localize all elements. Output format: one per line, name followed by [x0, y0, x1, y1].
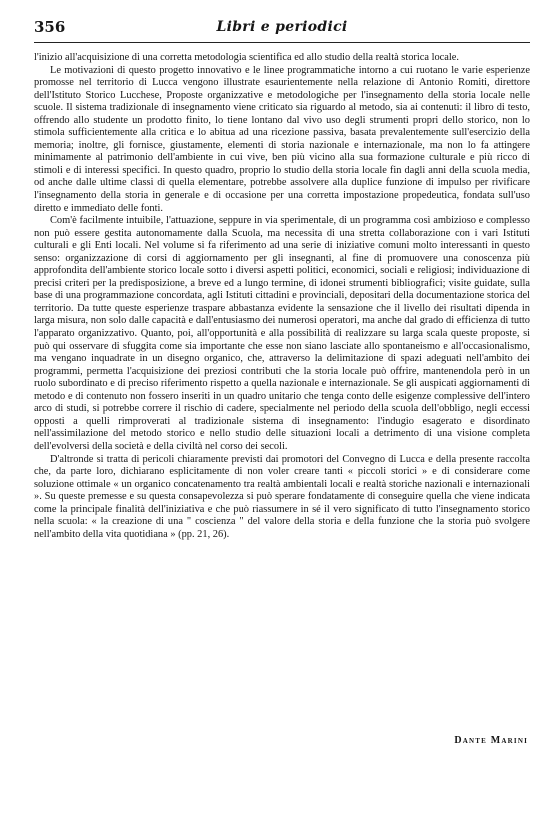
- page-number: 356: [34, 18, 66, 36]
- paragraph-motivations: Le motivazioni di questo progetto innovativo e le linee programmatiche intorno a cui ruotano le varie esperienze promosse nel territorio di Lucca vengono illustrate esaurientemente nella relazione di Antonio Romiti, direttore dell'Istituto Storico Lucchese, Proposte organizzative e metodologiche per l'insegnamento della storia locale nelle scuole. Il sistema tradizionale di insegnamento viene criticato sia riguardo al metodo, sia ai contenuti: il libro di testo, offrendo allo studente un prodotto finito, lo tiene lontano dal vivo uso degli strumenti propri dello storico, non lo stimola sufficientemente alla critica e lo abitua ad una ricezione passiva, basata prevalentemente sull'esercizio della memoria; inoltre, gli fornisce, giustamente, elementi di storia nazionale e internazionale, ma non lo fa attingere minimamente al patrimonio dell'ambiente in cui vive, ben più vicino alla sua formazione culturale e più ricco di stimoli e di interessi specifici. In questo quadro, proprio lo studio della storia locale fin dagli anni della scuola media, od anche dalle ultime classi di quella elementare, potrebbe assolvere alla duplice funzione di impulso per rivificare l'insegnamento della storia in generale e di occasione per una corretta impostazione propedeutica, fondata sull'uso diretto e immediato delle fonti.: [34, 64, 530, 214]
- header-rule: [34, 42, 530, 43]
- paragraph-conclusion: D'altronde si tratta di pericoli chiaramente previsti dai promotori del Convegno di Lucca e della presente raccolta che, da parte loro, dichiarano esplicitamente di non voler creare tanti « piccoli storici » e di considerare come soluzione ottimale « un organico concatenamento tra realtà ambientali locali e realtà storiche nazionali e internazionali ». Su queste premesse e su questa consapevolezza si può sperare fondatamente di conseguire quella che viene indicata come la principale finalità dell'iniziativa e che può riassumere in sé il vero significato di tutto l'insegnamento storico nella scuola: « la creazione di una " coscienza " del valore della storia e della funzione che la storia può svolgere nell'ambito della vita quotidiana » (pp. 21, 26).: [34, 453, 530, 540]
- running-head: [34, 18, 530, 40]
- paragraph-implementation: Com'è facilmente intuibile, l'attuazione, seppure in via sperimentale, di un programma così ambizioso e complesso non può essere gestita autonomamente dalla Scuola, ma necessita di una stretta collaborazione con i vari Istituti culturali e gli Enti locali. Nel volume si fa riferimento ad una serie di iniziative comuni molto interessanti in questo senso: organizzazione di corsi di aggiornamento per gli insegnanti, al fine di promuovere una conoscenza più approfondita dell'ambiente storico locale sotto i diversi aspetti politici, economici, sociali e religiosi; individuazione di precisi criteri per la predisposizione, a breve ed a lungo termine, di idonei strumenti bibliografici; visite guidate, sulla base di una programmazione concordata, agli Istituti cittadini e provinciali, depositari della documentazione storica del territorio. Da tutte queste esperienze traspare abbastanza evidente la sensazione che il livello dei risultati dipenda in larga misura, non solo dalle capacità e dall'entusiasmo dei numerosi operatori, ma anche dal grado di efficienza di tutto l'apparato organizzativo. Quanto, poi, all'opportunità e alla possibilità di realizzare su larga scala queste proposte, si può qui osservare di sfuggita come sia importante che esse non siano lasciate allo spontaneismo e all'occasionalismo, ma vengano inquadrate in un disegno organico, che, attraverso la delimitazione di spazi adeguati nell'ambito dei programmi, permetta l'acquisizione dei preziosi contributi che la storia locale può offrire, mantenendola però in un ruolo subordinato e di preciso riferimento rispetto a quella nazionale e internazionale. Se gli auspicati aggiornamenti di metodo e di contenuto non fossero inseriti in un quadro unitario che tenga conto delle esigenze complessive dell'intero arco di studi, si potrebbe correre il rischio di cadere, specialmente nel periodo della scuola dell'obbligo, negli eccessi opposti a quelli rimproverati al tradizionale sistema di insegnamento: l'indugio esagerato e disordinato nell'assimilazione del metodo storico e nello studio delle situazioni locali a detrimento di una visione completa dell'evolversi della società e della civiltà nel corso dei secoli.: [34, 215, 530, 452]
- section-title: Libri e periodici: [216, 19, 348, 35]
- article-body: [34, 52, 530, 541]
- paragraph-continuation: l'inizio all'acquisizione di una corretta metodologia scientifica ed allo studio della realtà storica locale.: [34, 52, 459, 63]
- author-signature: Dante Marini: [454, 735, 528, 746]
